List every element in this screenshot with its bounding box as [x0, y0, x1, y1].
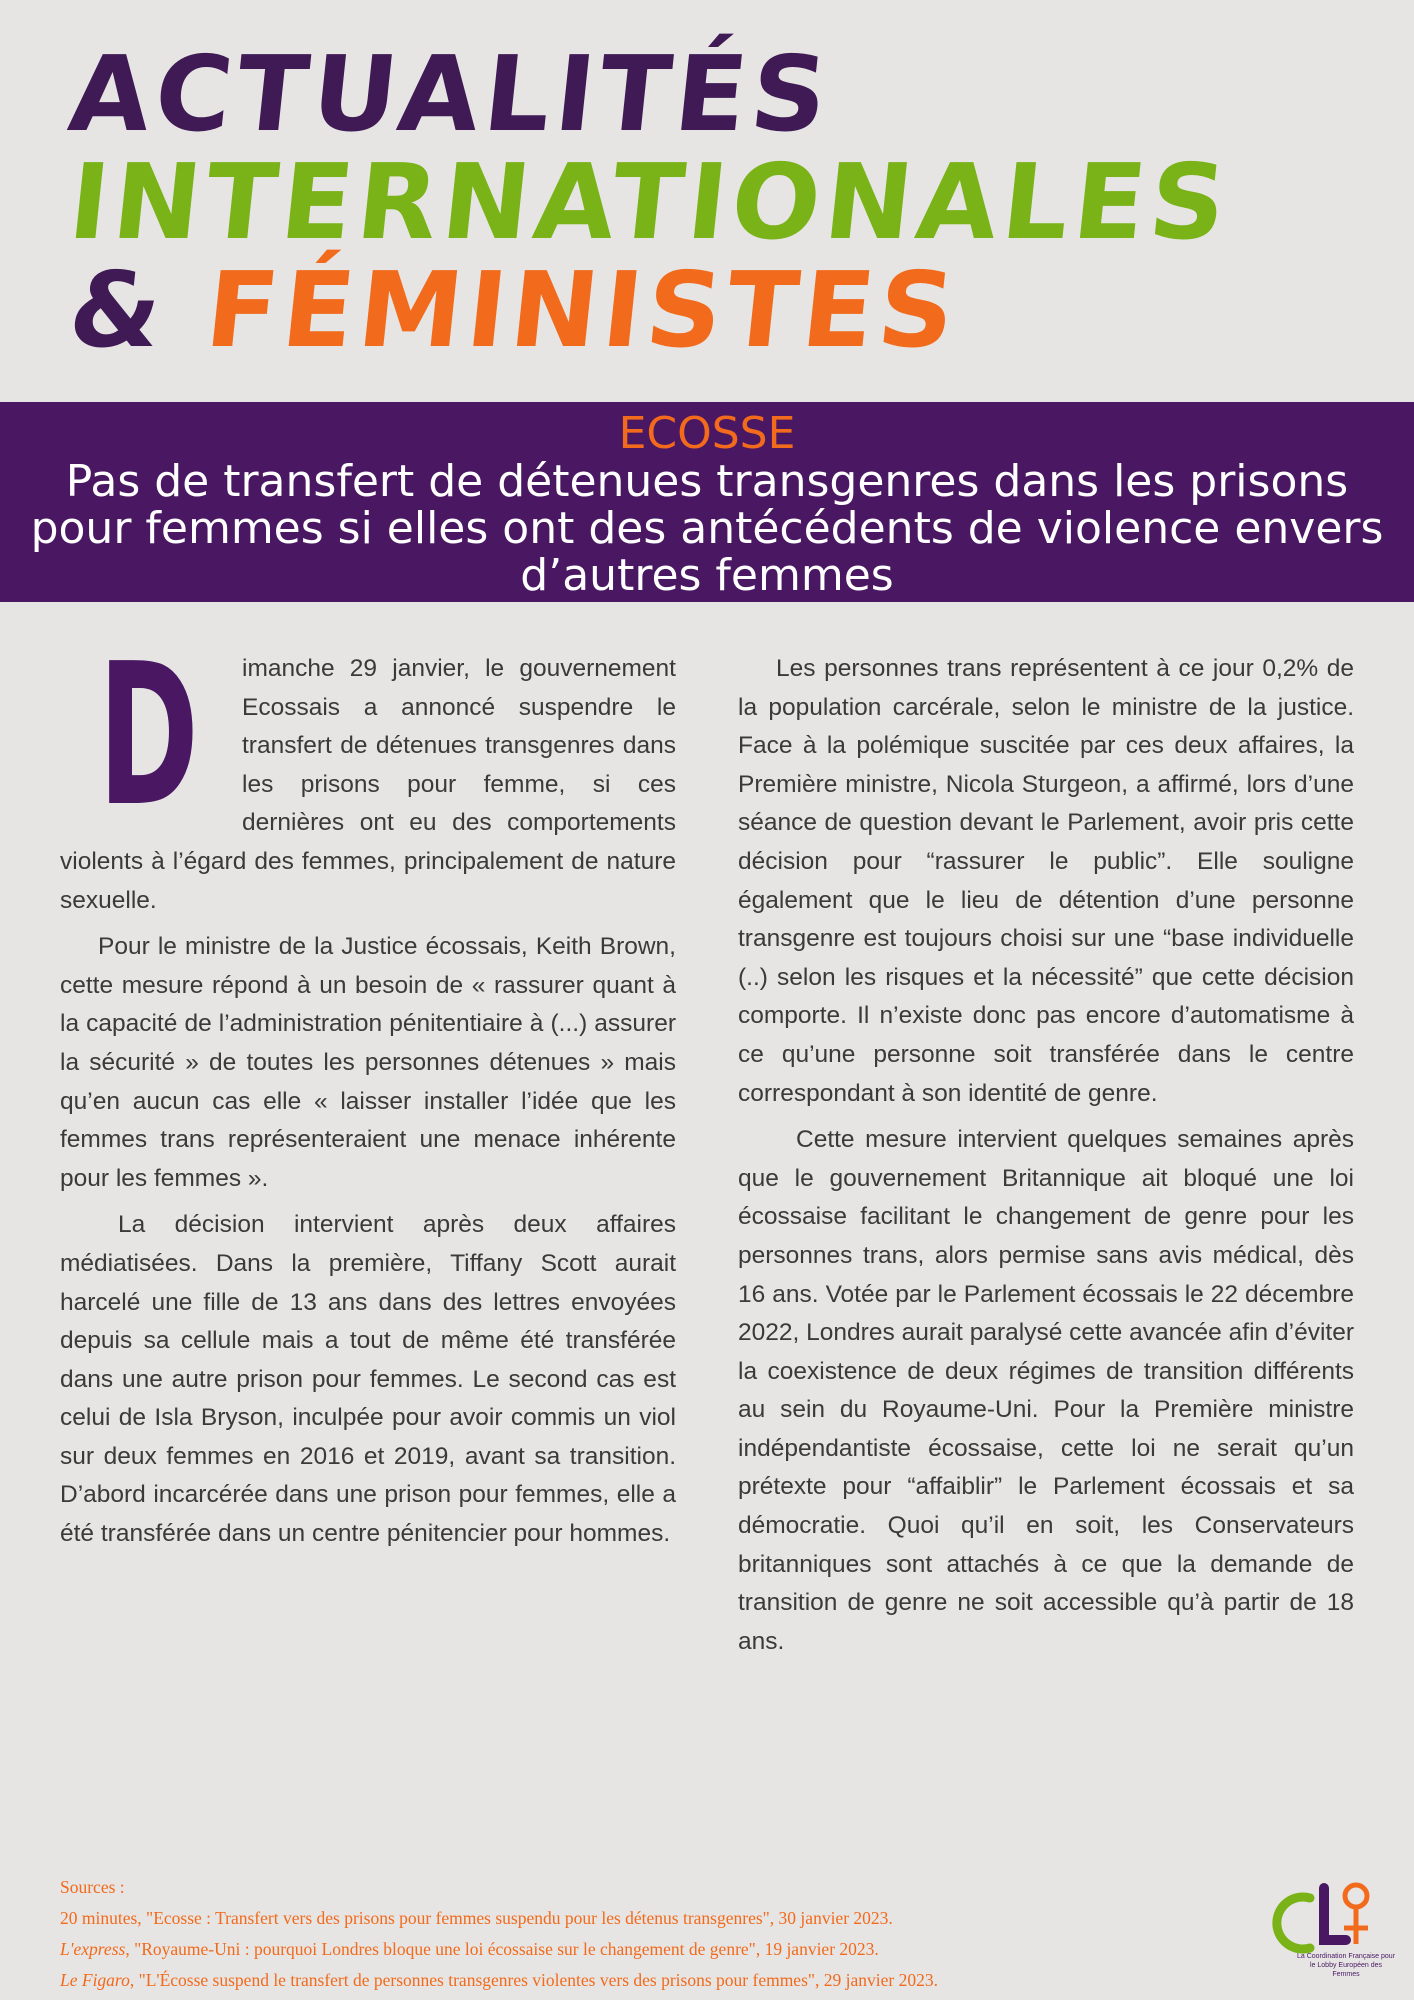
source-detail: , "Royaume-Uni : pourquoi Londres bloque une loi écossaise sur le changement de genre", 19 janvier 2023. — [125, 1939, 879, 1959]
article-headline: Pas de transfert de détenues transgenres dans les prisons pour femmes si elles ont des antécédents de violence envers d’autres femmes — [30, 456, 1384, 601]
source-detail: , "Ecosse : Transfert vers des prisons pour femmes suspendu pour les détenus transgenres", 30 janvier 2023. — [137, 1908, 893, 1928]
source-item — [60, 1934, 938, 1965]
masthead-line-actualites: ACTUALITÉS — [63, 33, 838, 155]
source-detail: , "L'Écosse suspend le transfert de personnes transgenres violentes vers des prisons pour femmes", 29 janvier 2023. — [129, 1970, 938, 1990]
article-column-left — [60, 622, 676, 1554]
paragraph-intro — [60, 622, 676, 920]
masthead-word-feministes: FÉMINISTES — [200, 249, 966, 371]
source-item — [60, 1903, 938, 1934]
source-outlet: 20 minutes — [60, 1908, 138, 1928]
article-column-right — [738, 650, 1354, 1661]
country-label: ECOSSE — [618, 408, 796, 459]
source-outlet: L'express — [60, 1939, 126, 1959]
paragraph-statistics: Les personnes trans représentent à ce jour 0,2% de la population carcérale, selon le ministre de la justice. Face à la polémique suscitée par ces deux affaires, la Première ministre, Nicola Sturgeon, a affirmé, lors d’une séance de question devant le Parlement, avoir pris cette décision pour “rassurer le public”. Elle souligne également que le lieu de détention d’une personne transgenre est toujours choisi sur une “base individuelle (..) selon les risques et la nécessité” que cette décision comporte. Il n’existe donc pas encore d’automatisme à ce qu’une personne soit transférée dans le centre correspondant à son identité de genre. — [738, 655, 1354, 1107]
headline-band — [0, 402, 1414, 602]
paragraph-uk-law: Cette mesure intervient quelques semaines après que le gouvernement Britannique ait bloqué une loi écossaise facilitant le changement de genre pour les personnes trans, alors permise sans avis médical, dès 16 ans. Votée par le Parlement écossais le 22 décembre 2022, Londres aurait paralysé cette avancée afin d’éviter la coexistence de deux régimes de transition différents au sein du Royaume-Uni. Pour la Première ministre indépendantiste écossaise, cette loi ne serait qu’un prétexte pour “affaiblir” le Parlement écossais et sa démocratie. Quoi qu’il en soit, les Conservateurs britanniques sont attachés à ce que la demande de transition de genre ne soit accessible qu’à partir de 18 ans. — [738, 1126, 1354, 1655]
masthead-line-internationales: INTERNATIONALES — [63, 141, 1237, 263]
paragraph-cases: La décision intervient après deux affaires médiatisées. Dans la première, Tiffany Scott aurait harcelé une fille de 13 ans dans des lettres envoyées depuis sa cellule mais a tout de même été transférée dans une autre prison pour femmes. Le second cas est celui de Isla Bryson, inculpée pour avoir commis un viol sur deux femmes en 2016 et 2019, avant sa transition. D’abord incarcérée dans une prison pour femmes, elle a été transférée dans un centre pénitencier pour hommes. — [60, 1211, 676, 1548]
source-item — [60, 1965, 938, 1996]
source-outlet: Le Figaro — [60, 1970, 130, 1990]
masthead — [63, 33, 1237, 371]
paragraph-minister: Pour le ministre de la Justice écossais, Keith Brown, cette mesure répond à un besoin de « rassurer quant à la capacité de l’administration pénitentiaire à (...) assurer la sécurité » de toutes les personnes détenues » mais qu’en aucun cas elle « laisser installer l’idée que les femmes trans représenteraient une menace inhérente pour les femmes ». — [60, 933, 676, 1192]
logo-caption: La Coordination Française pour le Lobby Européen des Femmes — [1296, 1953, 1396, 1978]
sources — [60, 1872, 938, 1996]
sources-heading: Sources : — [60, 1877, 125, 1897]
drop-cap: D — [98, 622, 199, 850]
masthead-line-feministes — [63, 249, 1235, 371]
paragraph-intro-text: imanche 29 janvier, le gouvernement Ecossais a annoncé suspendre le transfert de détenues transgenres dans les prisons pour femme, si ces dernières ont eu des comportements violents à l’égard des femmes, principalement de nature sexuelle. — [60, 655, 676, 914]
masthead-ampersand: & — [63, 249, 173, 371]
